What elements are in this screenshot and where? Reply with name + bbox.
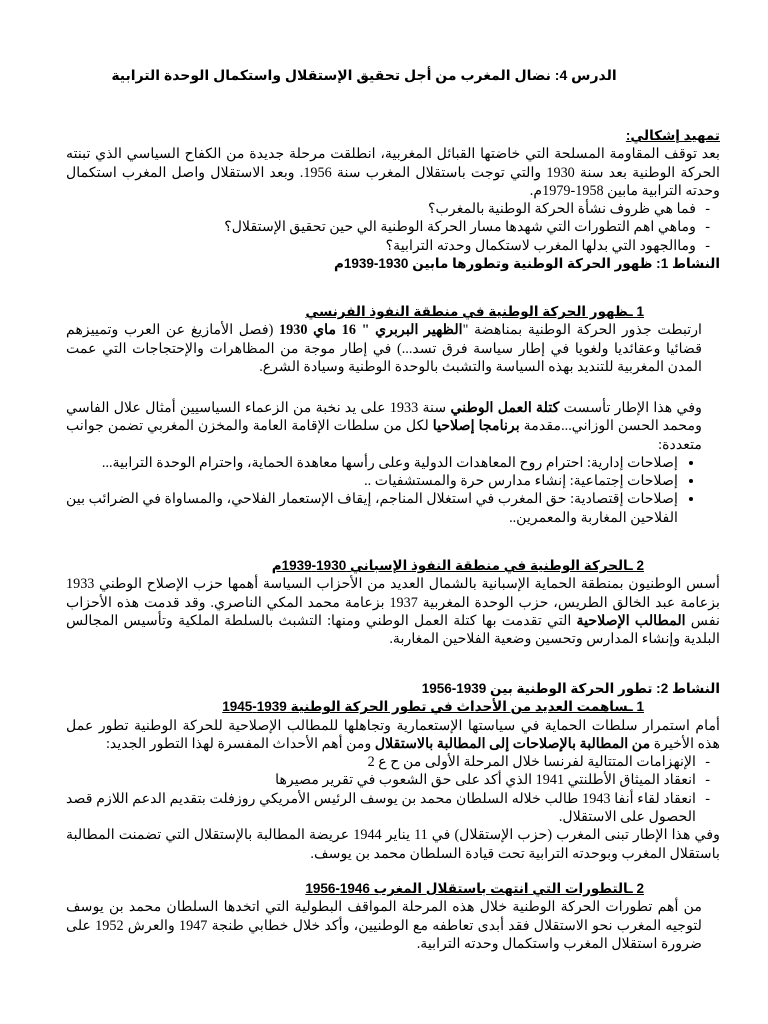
section-title: 2 ـالتطورات التي انتهت باستقلال المغرب 1946-1956 <box>305 881 644 896</box>
activity1-section1 <box>66 303 720 376</box>
bold-text: برنامجا إصلاحيا <box>432 418 520 435</box>
text-run: لكل من سلطات الإقامة العامة والمخزن المغربي تضمن جوانب متعددة: <box>66 418 702 453</box>
bold-text: من المطالبة بالإصلاحات إلى المطالبة بالاستقلال <box>374 735 651 752</box>
list-item: • إصلاحات إدارية: احترام روح المعاهدات الدولية وعلى رأسها معاهدة الحماية، واحترام الوحدة الترابية... <box>66 454 678 472</box>
section-title: 1 ـساهمت العديد من الأحداث في تطور الحركة الوطنية 1939-1945 <box>222 699 644 715</box>
intro-section <box>66 127 720 273</box>
text-run: أمام استمرار سلطات الحماية في سياستها الإستعمارية وتجاهلها للمطالب الإصلاحية للحركة الوطنية تطور عمل هذه الأخيرة <box>66 717 720 752</box>
list-item: - انعقاد الميثاق الأطلنتي 1941 الذي أكد على حق الشعوب في تقرير مصيرها <box>66 771 696 789</box>
intro-question: - وماهي اهم التطورات التي شهدها مسار الحركة الوطنية الي حين تحقيق الإستقلال؟ <box>66 218 696 236</box>
activity2-section1 <box>66 680 720 863</box>
paragraph <box>66 399 720 454</box>
intro-question: - وماالجهود التي بدلها المغرب لاستكمال وحدته الترابية؟ <box>66 237 696 255</box>
paragraph: وفي هذا الإطار تبنى المغرب (حزب الإستقلال) في 11 يناير 1944 عريضة المطالبة بالإستقلال التي تضمنت المطالبة باستقلال المغرب وبوحدته الترابية تحت قيادة السلطان محمد بن يوسف. <box>66 827 720 862</box>
paragraph <box>66 717 720 754</box>
list-item: - الإنهزامات المتتالية لفرنسا خلال المرحلة الأولى من ح ع 2 <box>66 753 696 771</box>
section-title: 2 ـالحركة الوطنية في منطقة النفوذ الإسباني 1930-1939م <box>271 558 644 573</box>
bold-text: الظهير البربري " 16 ماي 1930 <box>279 322 463 339</box>
intro-questions <box>66 200 720 255</box>
bold-text: المطالب الإصلاحية <box>576 612 686 629</box>
text-run: ومن أهم الأحداث المفسرة لهذا التطور الجديد: <box>105 735 375 752</box>
list-item: • إصلاحات إجتماعية: إنشاء مدارس حرة والمستشفيات .. <box>66 472 678 490</box>
bold-text: كتلة العمل الوطني <box>450 400 560 416</box>
activity2-heading: النشاط 2: تطور الحركة الوطنية بين 1939-1956 <box>421 681 720 696</box>
intro-heading: تمهيد إشكالي: <box>625 128 720 143</box>
activity1-heading: النشاط 1: ظهور الحركة الوطنية وتطورها مابين 1930-1939م <box>333 256 720 272</box>
text-run: سنة 1933 على يد نخبة من الزعماء السياسيين أمثال علال الفاسي ومحمد الحسن الوزاني...مقدمة <box>66 400 702 435</box>
intro-question: - فما هي ظروف نشأة الحركة الوطنية بالمغرب؟ <box>66 200 696 218</box>
text-run: وفي هذا الإطار تأسست <box>559 400 702 416</box>
list-item: • إصلاحات إقتصادية: حق المغرب في استغلال المناجم، إيقاف الإستعمار الفلاحي، والمساواة في الضرائب بين الفلاحين المغاربة والمعمرين.. <box>66 490 678 527</box>
activity1-section1-p2 <box>66 399 720 527</box>
paragraph <box>66 575 720 648</box>
reforms-list <box>66 454 720 527</box>
paragraph: من أهم تطورات الحركة الوطنية خلال هذه المرحلة المواقف البطولية التي اتخدها السلطان محمد بن يوسف لتوجيه المغرب نحو الاستقلال فقد أبدى تعاطفه مع الوطنيين، وأكد خلال خطابي طنجة 1947 والعرش 1952 على ضرورة استقلال المغرب واستكمال وحدته الترابية. <box>66 899 703 952</box>
lesson-title: الدرس 4: نضال المغرب من أجل تحقيق الإستقلال واستكمال الوحدة الترابية <box>111 67 617 83</box>
text-run: التي تقدمت بها كتلة العمل الوطني ومنها: التشبث بالسلطة الملكية وتأسيس المجالس البلدية وإنشاء المدارس وتحسين وضعية الفلاحين المغاربة. <box>66 612 720 648</box>
paragraph <box>66 321 720 376</box>
text-run: أسس الوطنيون بمنطقة الحماية الإسبانية بالشمال العديد من الأحزاب السياسة أهمها حزب الإصلاح الوطني 1933 بزعامة عبد الخالق الطريس، حزب الوحدة المغربية 1937 بزعامة محمد المكي الناصري. وقد قدمت هذه الأحزاب نفس <box>66 576 720 629</box>
list-item: - انعقاد لقاء أنفا 1943 طالب خلاله السلطان محمد بن يوسف الرئيس الأمريكي روزفلت بتقديم الدعم اللازم قصد الحصول على الاستقلال. <box>66 790 696 827</box>
events-list <box>66 753 720 826</box>
text-run: (فصل الأمازيغ عن العرب وتمييزهم قضائيا وعقائديا ولغويا في إطار سياسة فرق تسد...) في إطار موجة من المظاهرات والإحتجاجات التي عمت المدن المغربية للتنديد بهذه السياسة والتشبث بالوحدة الوطنية وسيادة الشرع. <box>66 322 702 375</box>
section-title: 1 ـظهور الحركة الوطنية في منطقة النفوذ الفرنسي <box>305 304 644 319</box>
text-run: ارتبطت جذور الحركة الوطنية بمناهضة " <box>462 322 702 339</box>
activity2-section2 <box>66 880 720 953</box>
activity1-section2 <box>66 557 720 648</box>
intro-text: بعد توقف المقاومة المسلحة التي خاضتها القبائل المغربية، انطلقت مرحلة جديدة من الكفاح السياسي الذي تبنته الحركة الوطنية بعد سنة 1930 والتي توجت باستقلال المغرب سنة 1956. وبعد الاستقلال واصل المغرب استكمال وحدته الترابية مابين 1958-1979م. <box>66 146 720 199</box>
